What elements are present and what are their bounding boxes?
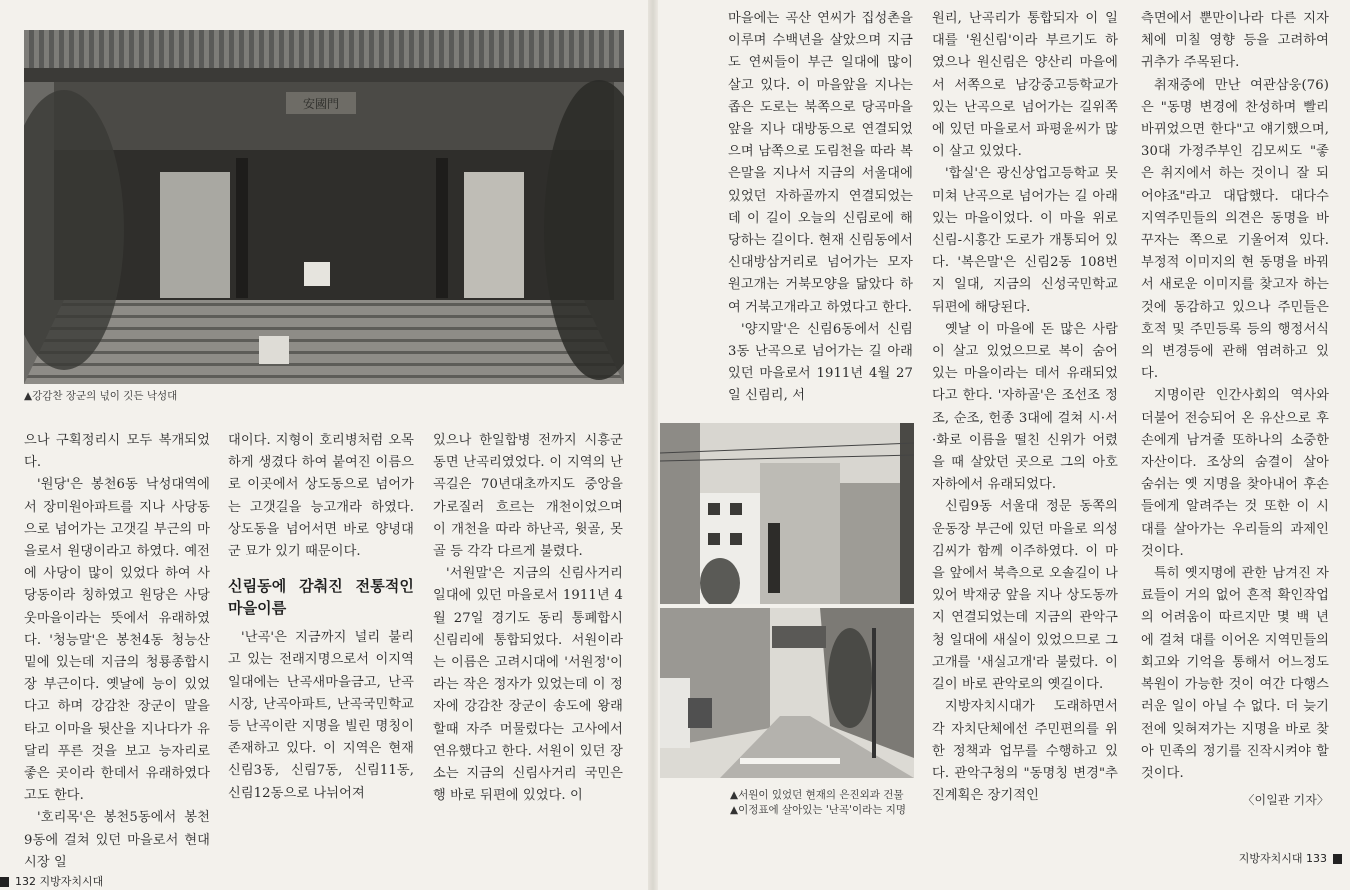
- caption-gate: ▲강감찬 장군의 넋이 깃든 낙성대: [24, 390, 178, 402]
- paragraph: '원당'은 봉천6동 낙성대역에서 장미원아파트를 지나 사당동으로 넘어가는 고갯길 부근의 마을로서 원댕이라고 하였다. 예전에 사당이 많이 있었다 하여 사당동이라 칭하였고 원당은 사당 웃마을이라는 뜻에서 유래하였다. '청능말'은 봉천4동 청능산 밑에 있는데 지금의 청룡종합시장 부근이다. 옛날에 능이 있었다고 하며 강감찬 장군이 말을 타고 이마을 뒷산을 지나다가 유달리 푸른 것을 보고 능자리로 좋은 곳이라 한데서 유래하였다고도 한다.: [24, 477, 210, 804]
- paragraph: '양지말'은 신림6동에서 신림3동 난곡으로 넘어가는 길 아래 있던 마을로서 1911년 4월 27일 신림리, 서: [728, 321, 913, 404]
- page-number-label: 지방자치시대 133: [1238, 852, 1327, 865]
- paragraph: 옛날 이 마을에 돈 많은 사람이 살고 있었으므로 복이 숨어 있는 마을이라는 데서 유래되었다고 한다. '자하골'은 조선조 정조, 순조, 헌종 3대에 걸쳐 시·서·화로 이름을 떨친 신위가 어렸을 때 살았던 곳으로 그의 아호 자하에서 유래되었다.: [932, 321, 1118, 493]
- page-footer-left: [0, 875, 103, 889]
- right-page-column-3: [1141, 8, 1329, 811]
- paragraph: 원리, 난곡리가 통합되자 이 일대를 '원신림'이라 부르기도 하였으나 원신림은 양산리 마을에서 서쪽으로 남강중고등학교가 있는 난곡으로 넘어가는 길위쪽에 있던 마을로서 파평윤씨가 많이 살고 있었다.: [932, 11, 1118, 160]
- paragraph: 있으나 한일합병 전까지 시흥군 동면 난곡리였었다. 이 지역의 난곡길은 70년대초까지도 중앙을 가로질러 흐르는 개천이었으며 이 개천을 따라 하난곡, 윗골, 못골 등 각각 다르게 불렸다.: [433, 433, 623, 560]
- footer-mark-icon: [0, 877, 9, 887]
- paragraph: 특히 옛지명에 관한 남겨진 자료들이 거의 없어 흔적 확인작업의 어려움이 따르지만 몇 백 년에 걸쳐 대를 이어온 지역민들의 회고와 기억을 통해서 어느정도 복원이 가능한 것이 여간 다행스러운 일이 아닐 수 없다. 더 늦기전에 잊혀져가는 지명을 바로 찾아 민족의 정기를 진작시켜야 할 것이다.: [1141, 566, 1329, 781]
- photo-nakseongdae-gate: [24, 30, 624, 384]
- paragraph: 측면에서 뿐만이나라 다른 지자체에 미칠 영향 등을 고려하여 귀추가 주목된다.: [1141, 11, 1329, 71]
- paragraph: 마을에는 곡산 연씨가 집성촌을 이루며 수백년을 살았으며 지금도 연씨들이 부근 일대에 많이 살고 있다. 이 마을앞을 지나는 좁은 도로는 북쪽으로 당곡마을 앞을 지나 대방동으로 연결되었으며 남쪽으로 도림천을 따라 복은말을 지나서 지금의 서울대에 있었던 자하골까지 연결되었는데 이 길이 오늘의 신림로에 해당하는 길이다. 현재 신림동에서 신대방삼거리로 넘어가는 모자원고개는 거북모양을 닮았다 하여 거북고개라고 하였다고 한다.: [728, 11, 913, 315]
- paragraph: '서원말'은 지금의 신림사거리 일대에 있던 마을로서 1911년 4월 27일 경기도 동리 통폐합시 신림리에 통합되었다. 서원이라는 이름은 고려시대에 '서원정'이라는 작은 정자가 있었는데 이 정자에 강감찬 장군이 송도에 왕래할때 자주 머물렀다는 고사에서 연유했다고 한다. 서원이 있던 장소는 지금의 신림사거리 국민은행 바로 뒤편에 있었다. 이: [433, 566, 623, 804]
- gate-signboard: 安國門: [302, 97, 340, 111]
- caption-line: ▲서원이 있었던 현재의 은진외과 건물: [730, 789, 904, 801]
- paragraph: 신림9동 서울대 정문 동쪽의 운동장 부근에 있던 마을로 의성 김씨가 함께 이주하였다. 이 마을 앞에서 북측으로 오솔길이 나 있어 박재궁 앞을 지나 상도동까지 연결되었는데 지금의 관악구청 일대에 새실이 있었으므로 그 고개를 '새실고개'라 불렀다. 이길이 바로 관악로의 옛길이다.: [932, 499, 1118, 693]
- right-page-column-2: [932, 8, 1118, 807]
- left-page-column-2: [228, 430, 414, 805]
- section-heading: 신림동에 감춰진 전통적인 마을이름: [228, 577, 414, 618]
- photo-eunjin-clinic-building: [660, 423, 914, 604]
- footer-mark-icon: [1333, 854, 1342, 864]
- page-footer-right: [1239, 852, 1342, 866]
- photo-nangok-road-sign: [660, 608, 914, 778]
- paragraph: '호리목'은 봉천5동에서 봉천9동에 걸쳐 있던 마을로서 현대시장 일: [24, 810, 210, 870]
- paragraph: 지명이란 인간사회의 역사와 더불어 전승되어 온 유산으로 후손에게 남겨줄 또하나의 소중한 자산이다. 조상의 숨결이 살아 숨쉬는 옛 지명을 찾아내어 후손들에게 알려주는 것 또한 이 시대를 살아가는 우리들의 과제인 것이다.: [1141, 388, 1329, 559]
- paragraph: 으나 구획정리시 모두 복개되었다.: [24, 433, 210, 471]
- paragraph: 취재중에 만난 여관삼웅(76)은 "동명 변경에 찬성하며 빨리 바뀌었으면 한다"고 얘기했으며, 30대 가정주부인 김모씨도 "좋은 취지에서 하는 것이니 잘 되어야죠"라고 대답했다. 대다수 지역주민들의 의견은 동명을 바꾸자는 쪽으로 기울어져 있다. 부정적 이미지의 현 동명을 바꿔서 새로운 이미지를 찾고자 하는것에 동감하고 있으나 주민들은 호적 및 주민등록 등의 행정서식의 변경등에 관해 염려하고 있다.: [1141, 77, 1329, 382]
- page-gutter: [648, 0, 658, 890]
- paragraph: '합실'은 광신상업고등학교 못미쳐 난곡으로 넘어가는 길 아래 있는 마을이었다. 이 마을 위로 신림-시흥간 도로가 개통되어 있다. '복은말'은 신림2동 108번지 일대, 지금의 신성국민학교 뒤편에 해당된다.: [932, 166, 1118, 315]
- byline: 〈이일관 기자〉: [1242, 793, 1329, 808]
- left-page-column-3: [433, 430, 623, 807]
- right-page-column-1: [728, 8, 913, 408]
- caption-street-photos: [730, 788, 906, 818]
- page-number-label: 132 지방자치시대: [15, 875, 104, 888]
- paragraph: '난곡'은 지금까지 널리 불리고 있는 전래지명으로서 이지역 일대에는 난곡새마을금고, 난곡시장, 난곡아파트, 난곡국민학교 등 난곡이란 지명을 빌린 명칭이 존재하고 있다. 이 지역은 현재 신림3동, 신림7동, 신림11동, 신림12동으로 나뉘어져: [228, 630, 414, 801]
- left-page-column-1: [24, 430, 210, 874]
- paragraph: 지방자치시대가 도래하면서 각 자치단체에선 주민편의를 위한 정책과 업무를 수행하고 있다. 관악구청의 "동명칭 변경"추진계획은 장기적인: [932, 699, 1118, 804]
- paragraph: 대이다. 지형이 호리병처럼 오목하게 생겼다 하여 붙여진 이름으로 이곳에서 상도동으로 넘어가는 고갯길을 능고개라 하였다. 상도동을 넘어서면 바로 양녕대군 묘가 있기 때문이다.: [228, 433, 414, 560]
- caption-line: ▲이정표에 살아있는 '난곡'이라는 지명: [730, 804, 907, 816]
